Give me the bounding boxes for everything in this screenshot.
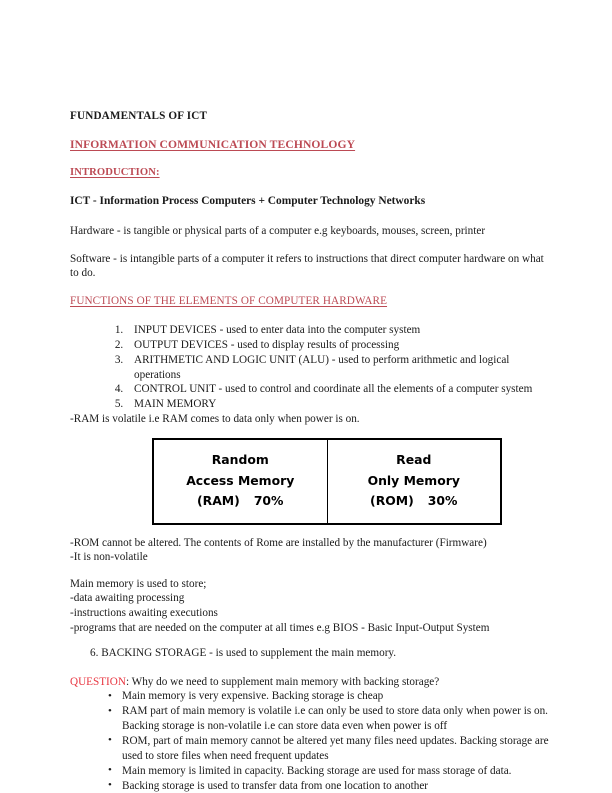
main-memory-store-item-1: -data awaiting processing [70,592,185,605]
rom-percent: 30% [427,492,458,508]
ram-cell [153,439,327,523]
list-item: • Backing storage is used to transfer data from one location to another [108,779,550,793]
rom-note-1: -ROM cannot be altered. The contents of Rome are installed by the manufacturer (Firmware) [70,536,487,549]
ram-volatility-note: -RAM is volatile i.e RAM comes to data only when power is on. [70,412,360,425]
list-item: • ROM, part of main memory cannot be altered yet many files need updates. Backing storage are used to store files when need frequent updates [108,734,550,764]
question-label: QUESTION [70,675,126,688]
table-row [153,439,501,523]
functions-heading: FUNCTIONS OF THE ELEMENTS OF COMPUTER HARDWARE [70,294,388,307]
hardware-elements-list [70,323,550,412]
rom-notes-block [70,536,550,565]
question-answers-list [70,689,550,793]
list-item: • RAM part of main memory is volatile i.e can only be used to store data only when power is on. Backing storage is non-volatile i.e can store data even when power is off [108,704,550,734]
backing-storage-item: 6. BACKING STORAGE - is used to supplement the main memory. [90,647,397,660]
ram-abbrev: (RAM) [197,492,240,508]
rom-abbrev-percent [334,491,495,511]
list-item: 4. CONTROL UNIT - used to control and coordinate all the elements of a computer system [126,382,550,397]
rom-cell [327,439,501,523]
question-text: : Why do we need to supplement main memory with backing storage? [125,675,440,688]
question-line [70,675,550,690]
rom-abbrev: (ROM) [370,492,414,508]
ram-line-2: Access Memory [186,472,295,488]
rom-line-2: Only Memory [367,472,460,488]
list-item: 3. ARITHMETIC AND LOGIC UNIT (ALU) - used to perform arithmetic and logical operations [126,353,550,383]
ram-line-1: Random [211,452,269,468]
list-item: 1. INPUT DEVICES - used to enter data into the computer system [126,323,550,338]
rom-line-1: Read [396,452,432,468]
software-paragraph: Software - is intangible parts of a computer it refers to instructions that direct computer hardware on what to do. [70,253,544,280]
list-item: 2. OUTPUT DEVICES - used to display results of processing [126,338,550,353]
ram-abbrev-percent [160,491,321,511]
main-memory-store-item-3: -programs that are needed on the computer at all times e.g BIOS - Basic Input-Output System [70,621,490,634]
hardware-paragraph: Hardware - is tangible or physical parts of a computer e.g keyboards, mouses, screen, printer [70,224,486,237]
page-title: FUNDAMENTALS OF ICT [70,110,208,122]
list-item: • Main memory is limited in capacity. Backing storage are used for mass storage of data. [108,764,550,779]
memory-comparison-table [152,438,502,524]
list-item: 5. MAIN MEMORY [126,397,550,412]
list-item: • Main memory is very expensive. Backing storage is cheap [108,689,550,704]
ram-percent: 70% [253,492,284,508]
main-heading-ict: INFORMATION COMMUNICATION TECHNOLOGY [70,138,356,152]
spacer [70,565,550,577]
ict-definition-subheading: ICT - Information Process Computers + Computer Technology Networks [70,195,426,208]
rom-note-2: -It is non-volatile [70,551,148,564]
main-memory-store-item-2: -instructions awaiting executions [70,606,218,619]
main-memory-store-intro: Main memory is used to store; [70,577,207,590]
introduction-heading: INTRODUCTION: [70,167,160,179]
main-memory-store-block [70,577,550,635]
